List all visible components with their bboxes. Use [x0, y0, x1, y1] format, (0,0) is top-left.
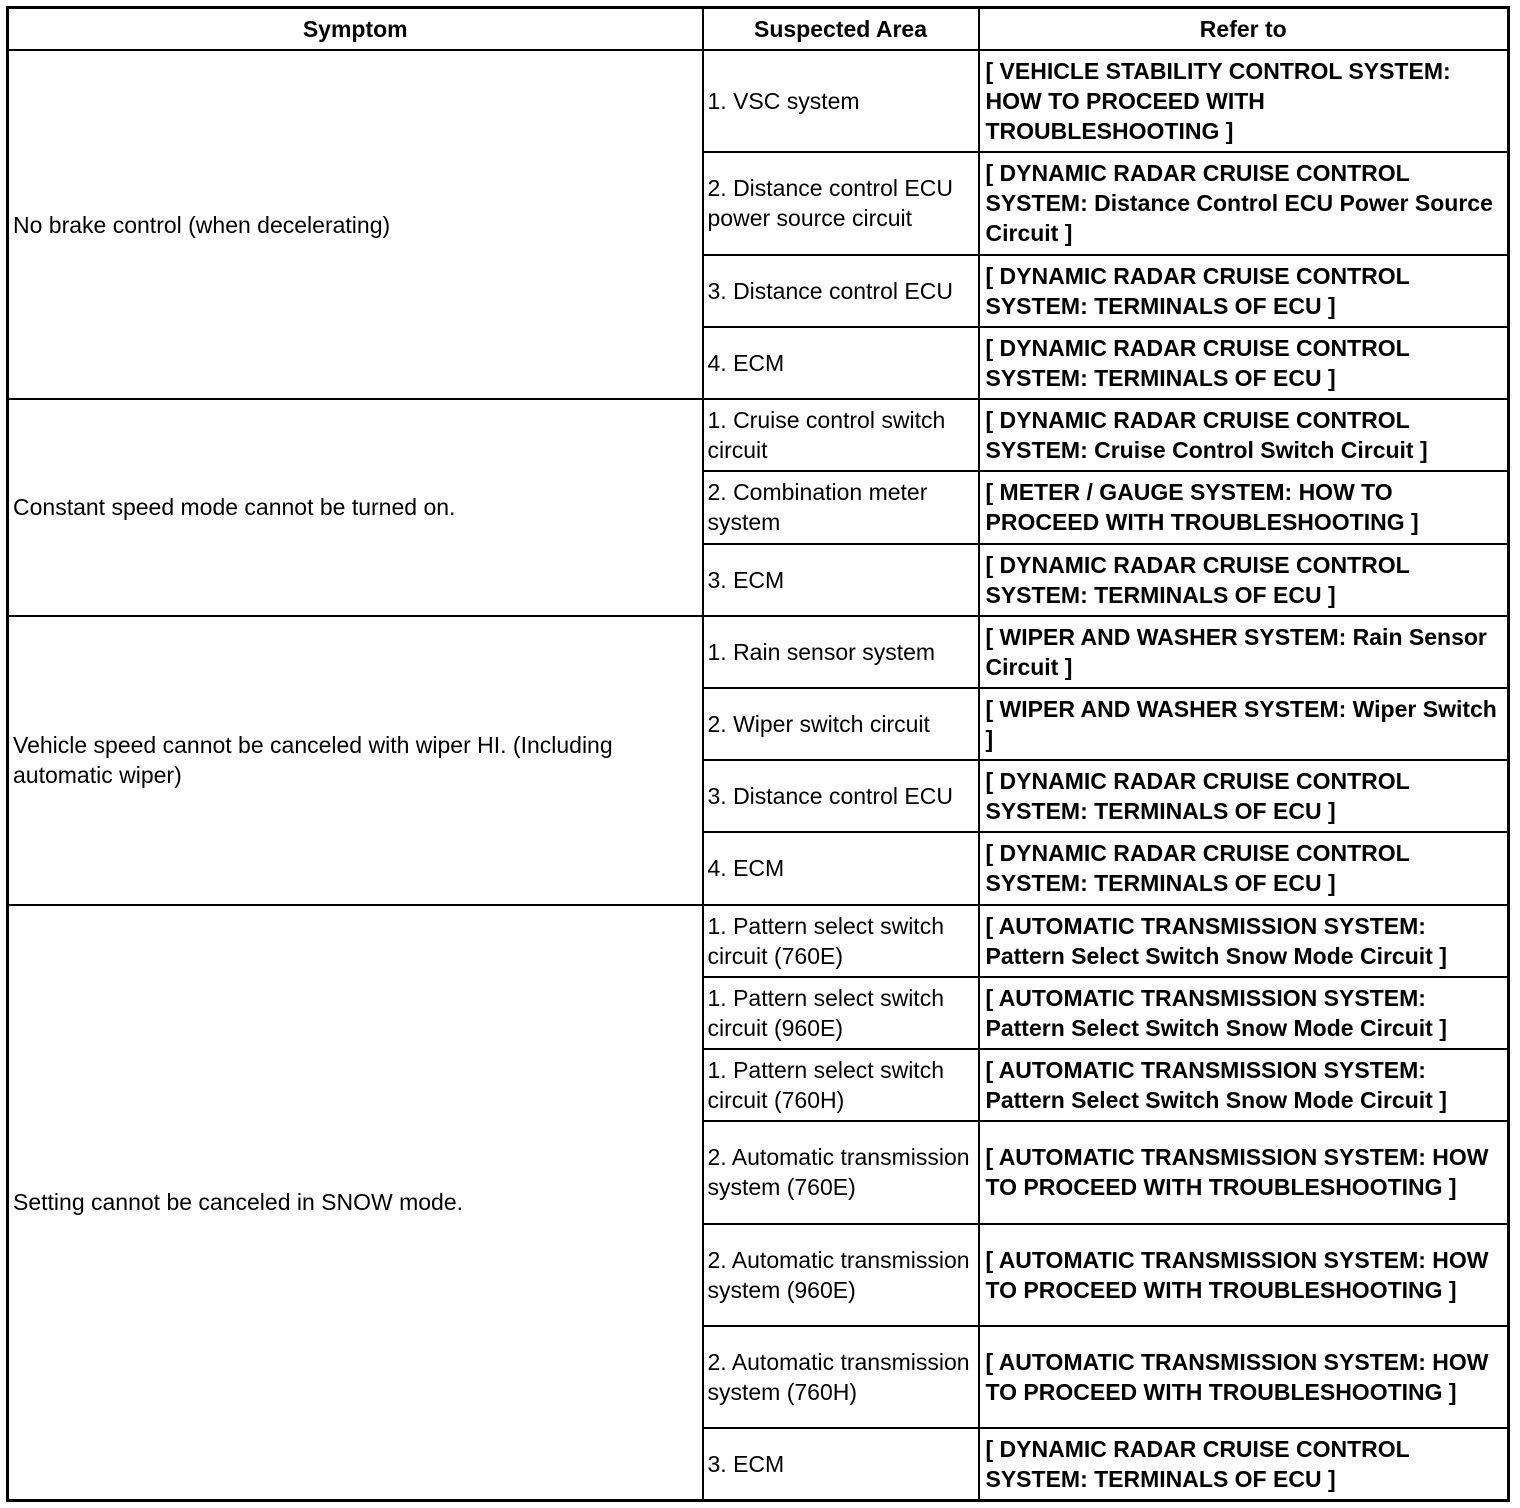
refer-to-link[interactable]: [ DYNAMIC RADAR CRUISE CONTROL SYSTEM: TERMINALS OF ECU ]	[979, 1428, 1509, 1500]
suspected-area-cell: 2. Automatic transmission system (960E)	[703, 1224, 979, 1326]
refer-to-link[interactable]: [ VEHICLE STABILITY CONTROL SYSTEM: HOW TO PROCEED WITH TROUBLESHOOTING ]	[979, 50, 1509, 152]
suspected-area-cell: 3. Distance control ECU	[703, 255, 979, 327]
suspected-area-cell: 4. ECM	[703, 832, 979, 904]
refer-to-link[interactable]: [ WIPER AND WASHER SYSTEM: Wiper Switch ]	[979, 688, 1509, 760]
refer-to-link[interactable]: [ AUTOMATIC TRANSMISSION SYSTEM: HOW TO PROCEED WITH TROUBLESHOOTING ]	[979, 1121, 1509, 1223]
refer-to-link[interactable]: [ DYNAMIC RADAR CRUISE CONTROL SYSTEM: TERMINALS OF ECU ]	[979, 832, 1509, 904]
suspected-area-cell: 1. Pattern select switch circuit (960E)	[703, 977, 979, 1049]
suspected-area-cell: 3. Distance control ECU	[703, 760, 979, 832]
refer-to-link[interactable]: [ AUTOMATIC TRANSMISSION SYSTEM: HOW TO PROCEED WITH TROUBLESHOOTING ]	[979, 1224, 1509, 1326]
suspected-area-cell: 1. Cruise control switch circuit	[703, 399, 979, 471]
refer-to-link[interactable]: [ METER / GAUGE SYSTEM: HOW TO PROCEED WITH TROUBLESHOOTING ]	[979, 471, 1509, 543]
suspected-area-cell: 2. Distance control ECU power source circuit	[703, 152, 979, 254]
refer-to-link[interactable]: [ DYNAMIC RADAR CRUISE CONTROL SYSTEM: TERMINALS OF ECU ]	[979, 327, 1509, 399]
refer-to-link[interactable]: [ AUTOMATIC TRANSMISSION SYSTEM: Pattern Select Switch Snow Mode Circuit ]	[979, 1049, 1509, 1121]
suspected-area-cell: 1. Pattern select switch circuit (760E)	[703, 905, 979, 977]
refer-to-link[interactable]: [ AUTOMATIC TRANSMISSION SYSTEM: Pattern Select Switch Snow Mode Circuit ]	[979, 905, 1509, 977]
suspected-area-cell: 2. Automatic transmission system (760E)	[703, 1121, 979, 1223]
refer-to-link[interactable]: [ DYNAMIC RADAR CRUISE CONTROL SYSTEM: TERMINALS OF ECU ]	[979, 544, 1509, 616]
refer-to-link[interactable]: [ DYNAMIC RADAR CRUISE CONTROL SYSTEM: Distance Control ECU Power Source Circuit ]	[979, 152, 1509, 254]
suspected-area-cell: 4. ECM	[703, 327, 979, 399]
suspected-area-cell: 2. Automatic transmission system (760H)	[703, 1326, 979, 1428]
header-row	[8, 8, 1509, 51]
refer-to-link[interactable]: [ DYNAMIC RADAR CRUISE CONTROL SYSTEM: TERMINALS OF ECU ]	[979, 255, 1509, 327]
header-refer-to: Refer to	[979, 8, 1509, 51]
symptom-cell: Vehicle speed cannot be canceled with wiper HI. (Including automatic wiper)	[8, 616, 703, 905]
suspected-area-cell: 3. ECM	[703, 544, 979, 616]
suspected-area-cell: 1. VSC system	[703, 50, 979, 152]
table-row	[8, 399, 1509, 471]
refer-to-link[interactable]: [ DYNAMIC RADAR CRUISE CONTROL SYSTEM: TERMINALS OF ECU ]	[979, 760, 1509, 832]
refer-to-link[interactable]: [ AUTOMATIC TRANSMISSION SYSTEM: HOW TO PROCEED WITH TROUBLESHOOTING ]	[979, 1326, 1509, 1428]
suspected-area-cell: 1. Pattern select switch circuit (760H)	[703, 1049, 979, 1121]
suspected-area-cell: 1. Rain sensor system	[703, 616, 979, 688]
table-row	[8, 50, 1509, 152]
symptom-cell: Constant speed mode cannot be turned on.	[8, 399, 703, 616]
refer-to-link[interactable]: [ AUTOMATIC TRANSMISSION SYSTEM: Pattern Select Switch Snow Mode Circuit ]	[979, 977, 1509, 1049]
symptom-cell: No brake control (when decelerating)	[8, 50, 703, 399]
table-row	[8, 616, 1509, 688]
suspected-area-cell: 2. Wiper switch circuit	[703, 688, 979, 760]
header-symptom: Symptom	[8, 8, 703, 51]
refer-to-link[interactable]: [ WIPER AND WASHER SYSTEM: Rain Sensor Circuit ]	[979, 616, 1509, 688]
suspected-area-cell: 3. ECM	[703, 1428, 979, 1500]
header-suspected-area: Suspected Area	[703, 8, 979, 51]
refer-to-link[interactable]: [ DYNAMIC RADAR CRUISE CONTROL SYSTEM: Cruise Control Switch Circuit ]	[979, 399, 1509, 471]
suspected-area-cell: 2. Combination meter system	[703, 471, 979, 543]
symptom-cell: Setting cannot be canceled in SNOW mode.	[8, 905, 703, 1501]
table-row	[8, 905, 1509, 977]
troubleshooting-table	[6, 6, 1510, 1502]
